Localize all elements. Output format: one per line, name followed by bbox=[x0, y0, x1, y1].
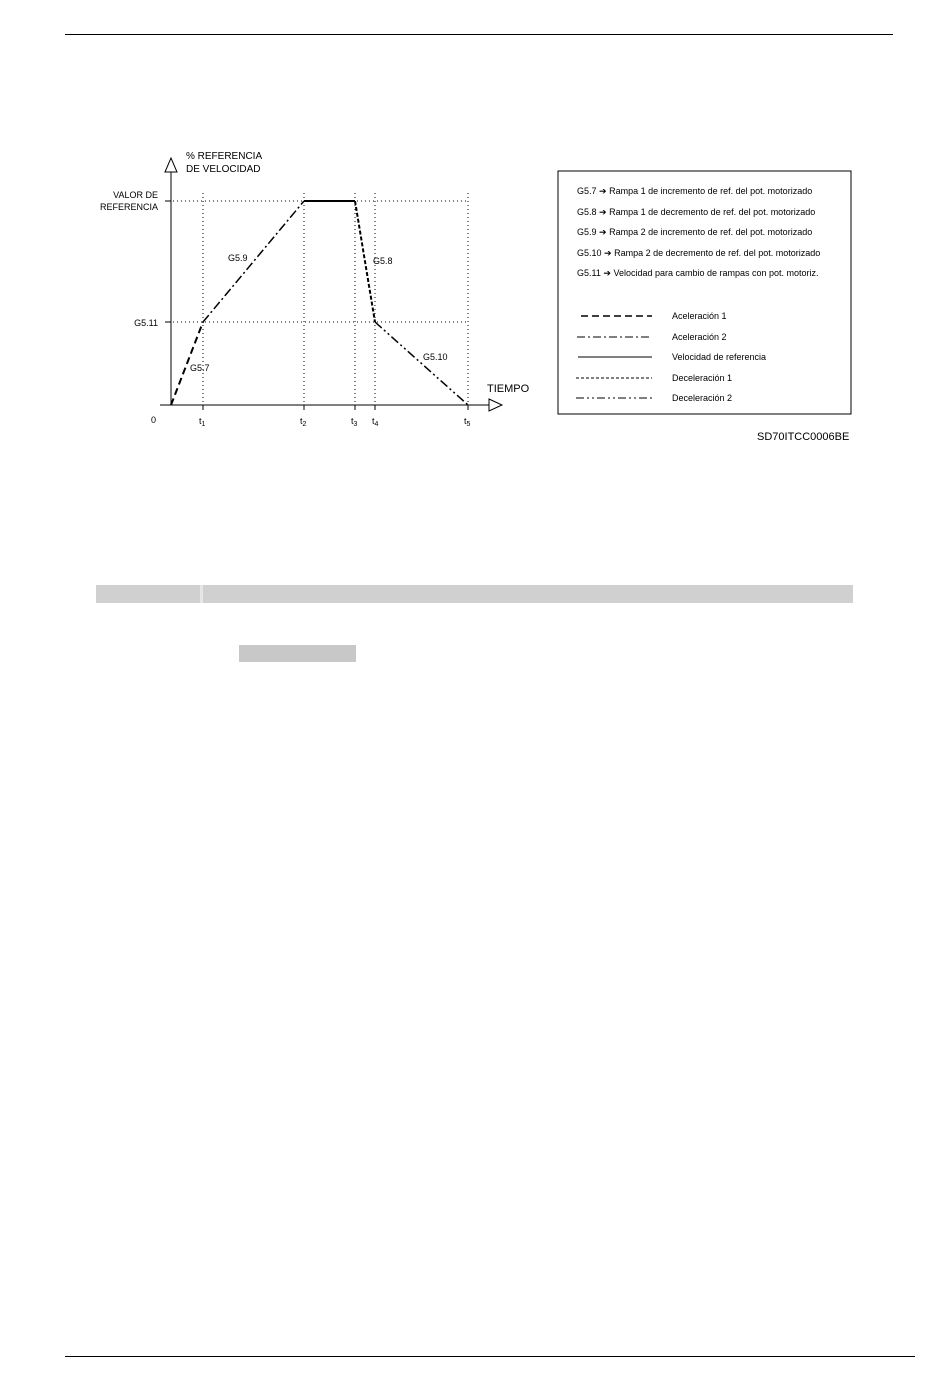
segment-label-g510: G5.10 bbox=[423, 352, 448, 362]
y-tick-g511: G5.11 bbox=[134, 318, 158, 328]
legend-definition: G5.9 ➔ Rampa 2 de incremento de ref. del pot. motorizado bbox=[577, 227, 813, 237]
subsection-header-bar bbox=[239, 645, 356, 662]
y-axis-arrow-icon bbox=[165, 158, 177, 172]
legend-label-deceleration-1: Deceleración 1 bbox=[672, 373, 733, 383]
footer-rule bbox=[65, 1356, 915, 1357]
x-axis-arrow-icon bbox=[489, 399, 502, 411]
tick-marks bbox=[166, 201, 468, 410]
legend-label-acceleration-1: Aceleración 1 bbox=[672, 311, 727, 321]
legend-definition: G5.7 ➔ Rampa 1 de incremento de ref. del pot. motorizado bbox=[577, 186, 813, 196]
legend-definition: G5.8 ➔ Rampa 1 de decremento de ref. del pot. motorizado bbox=[577, 207, 816, 217]
x-tick-t2: $t_2$ bbox=[300, 416, 307, 428]
y-axis-label-line1: % REFERENCIA bbox=[186, 151, 263, 162]
segment-label-g58: G5.8 bbox=[373, 256, 393, 266]
segment-label-g59: G5.9 bbox=[228, 253, 248, 263]
guide-lines bbox=[165, 193, 468, 405]
y-tick-origin: 0 bbox=[150, 415, 156, 425]
x-axis-label: TIEMPO bbox=[487, 383, 530, 395]
x-tick-t5: $t_5$ bbox=[464, 416, 471, 428]
x-tick-t1: $t_1$ bbox=[199, 416, 206, 428]
legend-definition: G5.10 ➔ Rampa 2 de decremento de ref. del pot. motorizado bbox=[577, 248, 821, 258]
x-tick-t3: $t_3$ bbox=[351, 416, 358, 428]
y-tick-ref-line2: REFERENCIA bbox=[99, 202, 158, 212]
section-header-bar bbox=[96, 585, 853, 603]
segment-deceleration-2 bbox=[375, 322, 468, 405]
legend-definition: G5.11 ➔ Velocidad para cambio de rampas con pot. motoriz. bbox=[577, 268, 819, 278]
segment-deceleration-1 bbox=[355, 201, 375, 322]
legend-label-deceleration-2: Deceleración 2 bbox=[672, 393, 733, 403]
legend-label-acceleration-2: Aceleración 2 bbox=[672, 332, 727, 342]
figure-code: SD70ITCC0006BE bbox=[757, 431, 850, 443]
segment-acceleration-2 bbox=[203, 201, 304, 322]
y-tick-ref-line1: VALOR DE bbox=[113, 190, 158, 200]
legend-label-reference-speed: Velocidad de referencia bbox=[672, 352, 767, 362]
x-tick-t4: $t_4$ bbox=[372, 416, 379, 428]
section-header-divider bbox=[200, 585, 203, 603]
segment-label-g57: G5.7 bbox=[190, 363, 210, 373]
y-axis-label-line2: DE VELOCIDAD bbox=[186, 164, 261, 175]
speed-ramp-diagram bbox=[0, 0, 950, 460]
